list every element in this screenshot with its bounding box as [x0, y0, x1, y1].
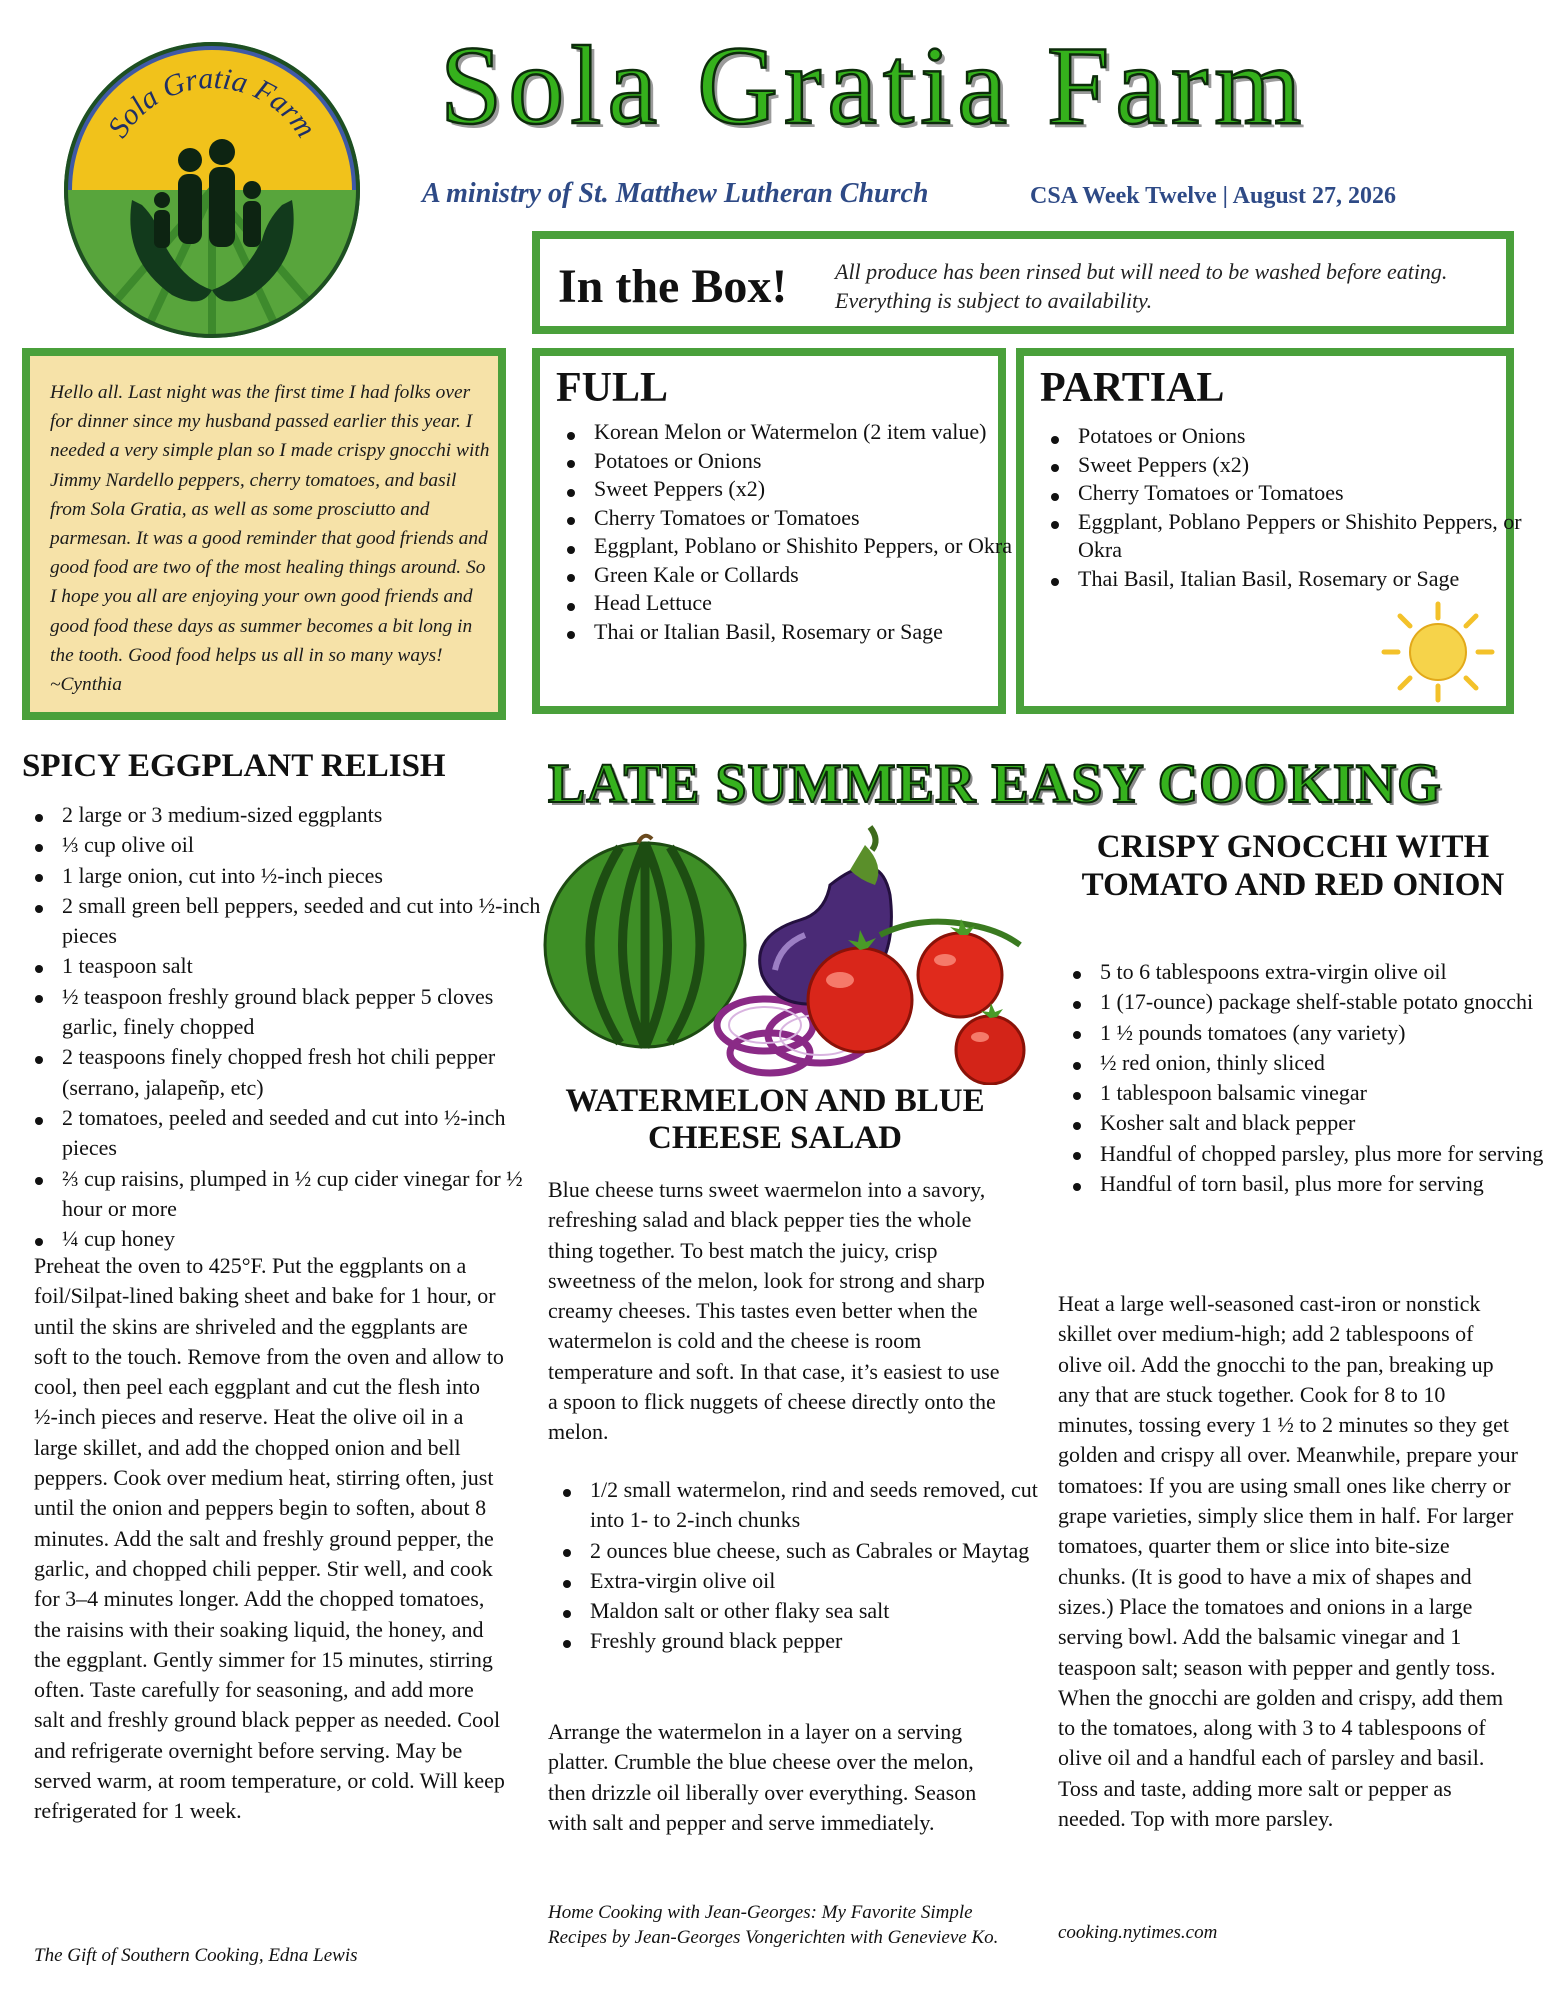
- produce-illustration: [540, 825, 1060, 1085]
- list-item: ⅓ cup olive oil: [62, 830, 552, 860]
- relish-source: The Gift of Southern Cooking, Edna Lewis: [34, 1945, 358, 1966]
- full-share-heading: FULL: [556, 365, 669, 411]
- watermelon-ingredients: [548, 1475, 1050, 1657]
- list-item: 2 small green bell peppers, seeded and cut into ½-inch pieces: [62, 891, 552, 952]
- svg-text:Sola Gratia Farm: Sola Gratia Farm: [101, 61, 323, 144]
- list-item: Maldon salt or other flaky sea salt: [590, 1596, 1050, 1626]
- gnocchi-source: cooking.nytimes.com: [1058, 1922, 1218, 1943]
- list-item: Thai Basil, Italian Basil, Rosemary or Sage: [1078, 565, 1538, 594]
- in-the-box-panel: [532, 231, 1514, 334]
- list-item: 1 large onion, cut into ½-inch pieces: [62, 861, 552, 891]
- sun-icon: [1378, 600, 1498, 704]
- list-item: Handful of torn basil, plus more for serving: [1100, 1169, 1545, 1199]
- list-item: Handful of chopped parsley, plus more for serving: [1100, 1139, 1545, 1169]
- list-item: Cherry Tomatoes or Tomatoes: [1078, 479, 1538, 508]
- list-item: Potatoes or Onions: [1078, 422, 1538, 451]
- gnocchi-title: CRISPY GNOCCHI WITH TOMATO AND RED ONION: [1081, 829, 1505, 903]
- list-item: 1 tablespoon balsamic vinegar: [1100, 1078, 1545, 1108]
- list-item: Freshly ground black pepper: [590, 1626, 1050, 1656]
- list-item: Korean Melon or Watermelon (2 item value): [594, 418, 1034, 447]
- relish-instructions: Preheat the oven to 425°F. Put the eggplants on a foil/Silpat-lined baking sheet and bake for 1 hour, or until the skins are shriveled and the eggplants are soft to the touch. Remove from the oven and allow to cool, then peel each eggplant and cut the flesh into ½-inch pieces and reserve. Heat the olive oil in a large skillet, and add the chopped onion and bell peppers. Cook over medium heat, stirring often, just until the onion and peppers begin to soften, about 8 minutes. Add the salt and freshly ground pepper, the garlic, and chopped chili pepper. Stir well, and cook for 3–4 minutes longer. Add the chopped tomatoes, the raisins with their soaking liquid, the honey, and the eggplant. Gently simmer for 15 minutes, stirring often. Taste carefully for seasoning, and add more salt and freshly ground black pepper as needed. Cool and refrigerate overnight before serving. May be served warm, at room temperature, or cold. Will keep refrigerated for 1 week.: [34, 1253, 505, 1824]
- list-item: Eggplant, Poblano or Shishito Peppers, or Okra: [594, 532, 1034, 561]
- list-item: Cherry Tomatoes or Tomatoes: [594, 504, 1034, 533]
- relish-ingredients: [20, 800, 552, 1254]
- in-the-box-heading: In the Box!: [558, 260, 788, 313]
- list-item: 2 large or 3 medium-sized eggplants: [62, 800, 552, 830]
- list-item: 5 to 6 tablespoons extra-virgin olive oil: [1100, 957, 1545, 987]
- partial-share-list: [1036, 422, 1538, 593]
- list-item: ¼ cup honey: [62, 1224, 552, 1254]
- list-item: Potatoes or Onions: [594, 447, 1034, 476]
- watermelon-instructions: Arrange the watermelon in a layer on a serving platter. Crumble the blue cheese over the melon, then drizzle oil liberally over everything. Season with salt and pepper and serve immediately.: [548, 1719, 977, 1835]
- list-item: Kosher salt and black pepper: [1100, 1108, 1545, 1138]
- list-item: 2 ounces blue cheese, such as Cabrales or Maytag: [590, 1536, 1050, 1566]
- in-the-box-note: All produce has been rinsed but will need to be washed before eating. Everything is subject to availability.: [835, 259, 1448, 313]
- farm-logo-icon: [62, 40, 362, 340]
- full-share-panel: [532, 348, 1012, 714]
- list-item: 2 teaspoons finely chopped fresh hot chili pepper (serrano, jalapeñp, etc): [62, 1042, 552, 1103]
- list-item: 1 ½ pounds tomatoes (any variety): [1100, 1018, 1545, 1048]
- letter-panel: [22, 348, 506, 720]
- farm-title: Sola Gratia Farm: [440, 24, 1308, 148]
- list-item: Head Lettuce: [594, 589, 1034, 618]
- list-item: Green Kale or Collards: [594, 561, 1034, 590]
- list-item: ⅔ cup raisins, plumped in ½ cup cider vinegar for ½ hour or more: [62, 1164, 552, 1225]
- partial-share-heading: PARTIAL: [1040, 365, 1225, 411]
- gnocchi-ingredients: [1058, 957, 1545, 1199]
- section-title: LATE SUMMER EASY COOKING: [548, 753, 1442, 815]
- list-item: 1/2 small watermelon, rind and seeds removed, cut into 1- to 2-inch chunks: [590, 1475, 1050, 1536]
- list-item: ½ red onion, thinly sliced: [1100, 1048, 1545, 1078]
- csa-week-date: CSA Week Twelve | August 27, 2026: [1030, 183, 1396, 209]
- watermelon-source: Home Cooking with Jean-Georges: My Favorite Simple Recipes by Jean-Georges Vongerichten with Genevieve Ko.: [548, 1902, 999, 1948]
- list-item: Thai or Italian Basil, Rosemary or Sage: [594, 618, 1034, 647]
- ministry-subtitle: A ministry of St. Matthew Lutheran Church: [422, 178, 929, 209]
- list-item: 2 tomatoes, peeled and seeded and cut into ½-inch pieces: [62, 1103, 552, 1164]
- watermelon-title: WATERMELON AND BLUE CHEESE SALAD: [565, 1083, 985, 1156]
- list-item: Extra-virgin olive oil: [590, 1566, 1050, 1596]
- relish-title: SPICY EGGPLANT RELISH: [22, 748, 446, 784]
- list-item: Eggplant, Poblano Peppers or Shishito Peppers, or Okra: [1078, 508, 1538, 565]
- full-share-list: [552, 418, 1034, 646]
- watermelon-intro: Blue cheese turns sweet waermelon into a savory, refreshing salad and black pepper ties the whole thing together. To best match the juicy, crisp sweetness of the melon, look for strong and sharp creamy cheeses. This tastes even better when the watermelon is cold and the cheese is room temperature and soft. In that case, it’s easiest to use a spoon to flick nuggets of cheese directly onto the melon.: [548, 1177, 1000, 1445]
- list-item: 1 (17-ounce) package shelf-stable potato gnocchi: [1100, 987, 1545, 1017]
- list-item: Sweet Peppers (x2): [1078, 451, 1538, 480]
- letter-text: Hello all. Last night was the first time I had folks over for dinner since my husband passed earlier this year. I needed a very simple plan so I made crispy gnocchi with Jimmy Nardello peppers, cherry tomatoes, and basil from Sola Gratia, as well as some prosciutto and parmesan. It was a good reminder that good friends and good food are two of the most healing things around. So I hope you all are enjoying your own good friends and good food these days as summer becomes a bit long in the tooth. Good food helps us all in so many ways! ~Cynthia: [50, 382, 490, 696]
- list-item: 1 teaspoon salt: [62, 951, 552, 981]
- list-item: ½ teaspoon freshly ground black pepper 5 cloves garlic, finely chopped: [62, 982, 552, 1043]
- list-item: Sweet Peppers (x2): [594, 475, 1034, 504]
- gnocchi-instructions: Heat a large well-seasoned cast-iron or nonstick skillet over medium-high; add 2 tablespoons of olive oil. Add the gnocchi to the pan, breaking up any that are stuck together. Cook for 8 to 10 minutes, tossing every 1 ½ to 2 minutes so they get golden and crispy all over. Meanwhile, prepare your tomatoes: If you are using small ones like cherry or grape varieties, simply slice them in half. For larger tomatoes, quarter them or slice into bite-size chunks. (It is good to have a mix of shapes and sizes.) Place the tomatoes and onions in a large serving bowl. Add the balsamic vinegar and 1 teaspoon salt; season with pepper and gently toss. When the gnocchi are golden and crispy, add them to the tomatoes, along with 3 to 4 tablespoons of olive oil and a handful each of parsley and basil. Toss and taste, adding more salt or pepper as needed. Top with more parsley.: [1058, 1291, 1519, 1832]
